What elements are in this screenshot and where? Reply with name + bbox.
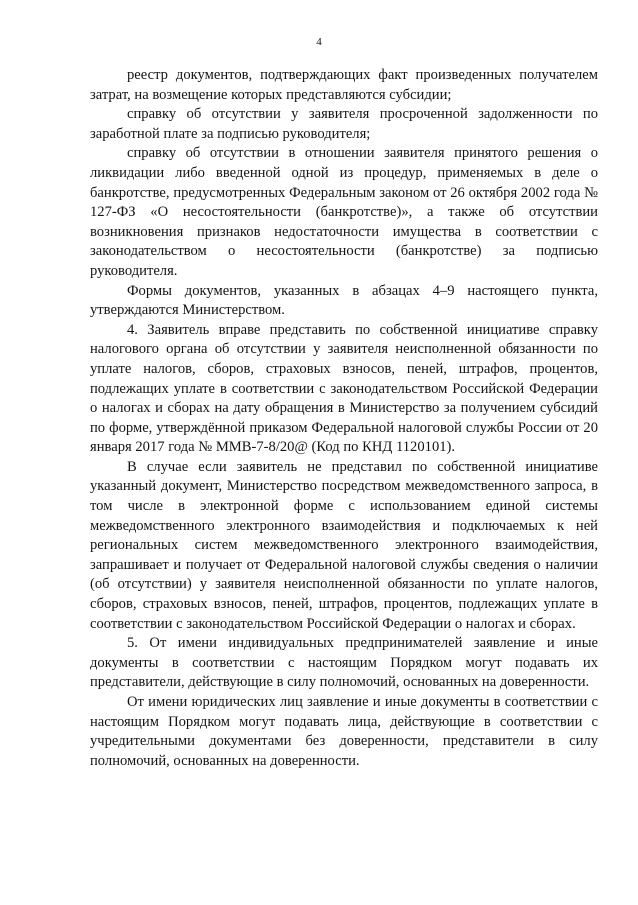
paragraph-wage-arrears-certificate: справку об отсутствии у заявителя просроченной задолженности по заработной плате за подписью руководителя; <box>90 106 598 142</box>
paragraph-item-4-tax-certificate: 4. Заявитель вправе представить по собственной инициативе справку налогового органа об отсутствии у заявителя неисполненной обязанности по уплате налогов, сборов, страховых взносов, пеней, штрафов, процентов, подлежащих уплате в соответствии с законодательством Российской Федерации о налогах и сборах на дату обращения в Министерство за получением субсидий по форме, утверждённой приказом Федеральной налоговой службы России от 20 января 2017 года № ММВ-7-8/20@ (Код по КНД 1120101). <box>90 321 598 456</box>
paragraph-bankruptcy-certificate: справку об отсутствии в отношении заявителя принятого решения о ликвидации либо введенной одной из процедур, применяемых в деле о банкротстве, предусмотренных Федеральным законом от 26 октября 2002 года № 127-ФЗ «О несостоятельности (банкротстве)», а также об отсутствии возникновения признаков недостаточности имущества в соответствии с законодательством о несостоятельности (банкротстве) за подписью руководителя. <box>90 145 598 279</box>
paragraph-interagency-request: В случае если заявитель не представил по собственной инициативе указанный документ, Министерство посредством межведомственного запроса, в том числе в электронной форме с использованием единой системы межведомственного электронного взаимодействия и подключаемых к ней региональных систем межведомственного электронного взаимодействия, запрашивает и получает от Федеральной налоговой службы сведения о наличии (об отсутствии) у заявителя неисполненной обязанности по уплате налогов, сборов, страховых взносов, пеней, штрафов, процентов, подлежащих уплате в соответствии с законодательством Российской Федерации о налогах и сборах. <box>90 458 598 632</box>
paragraph-item-5-entrepreneurs: 5. От имени индивидуальных предпринимателей заявление и иные документы в соответствии с настоящим Порядком могут подавать их представители, действующие в силу полномочий, основанных на доверенности. <box>90 635 598 691</box>
page-number: 4 <box>316 36 322 48</box>
paragraph-document-forms: Формы документов, указанных в абзацах 4–9 настоящего пункта, утверждаются Министерством. <box>90 282 598 319</box>
paragraph-legal-entities: От имени юридических лиц заявление и иные документы в соответствии с настоящим Порядком могут подавать лица, действующие в соответствии с учредительными документами без доверенности, представители в силу полномочий, основанных на доверенности. <box>90 694 598 769</box>
document-body <box>90 66 598 771</box>
paragraph-registry-of-documents: реестр документов, подтверждающих факт произведенных получателем затрат, на возмещение которых представляются субсидии; <box>90 67 598 103</box>
